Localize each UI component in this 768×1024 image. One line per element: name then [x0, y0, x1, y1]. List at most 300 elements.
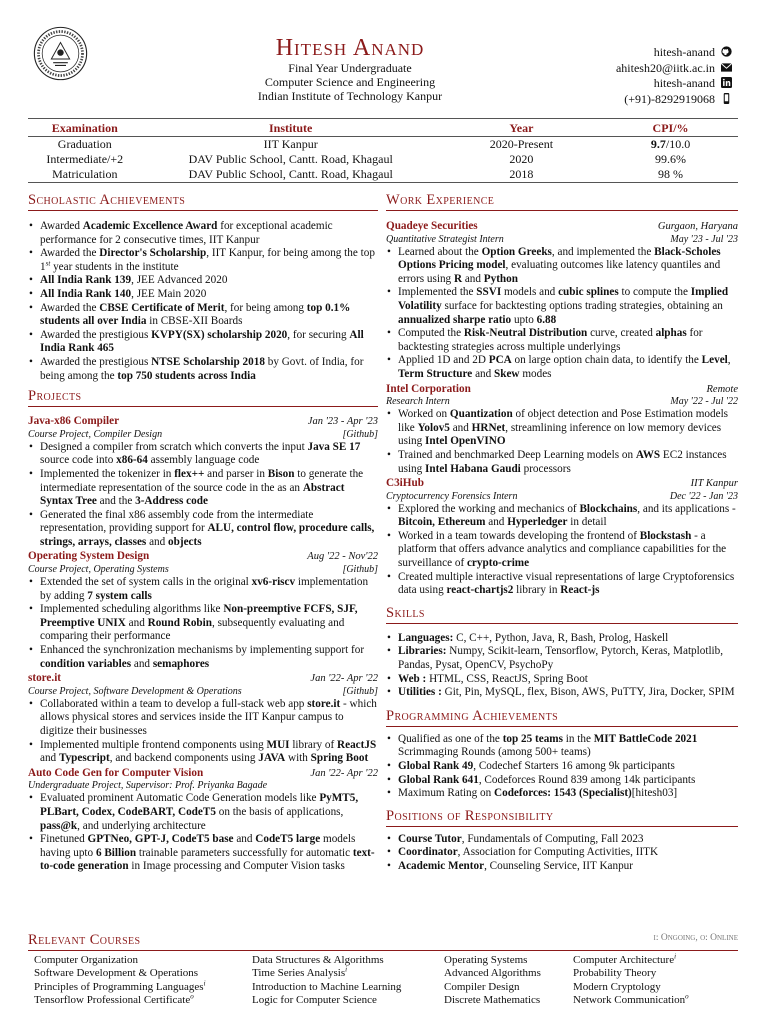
courses-section: [28, 932, 738, 1007]
text: Maximum Rating on: [398, 787, 495, 800]
project-context: Undergraduate Project, Supervisor: Prof. Priyanka Bagade: [28, 780, 268, 792]
emphasis: MUI: [266, 738, 290, 751]
emphasis: React-js: [560, 584, 600, 597]
text: Numpy, Scikit-learn, Tensorflow, Pytorch, Keras, Matplotlib, Pandas, Pysat, OpenCV, PsychoPy: [398, 645, 724, 672]
text: Awarded: [40, 220, 83, 232]
emphasis: Non-preemptive FCFS, SJF, Preemptive UNIX: [40, 603, 358, 629]
text: Evaluated prominent Automatic Code Generation models like: [40, 792, 320, 805]
emphasis: Blockstash: [639, 529, 692, 542]
work-header: [386, 220, 738, 234]
col-cpi: CPI/%: [603, 121, 738, 137]
text: Awarded the prestigious: [40, 355, 152, 368]
projects-list: [28, 415, 378, 874]
courses-legend: i: Ongoing, o: Online: [653, 933, 738, 943]
project-date: Jan '23 - Apr '23: [307, 416, 378, 428]
text: Collaborated within a team to develop a full-stack web app: [40, 697, 308, 710]
course-marker: i: [203, 979, 206, 988]
github-link[interactable]: hitesh-anand: [616, 45, 732, 61]
project-name[interactable]: Operating System Design: [28, 550, 150, 563]
project-bullet: [28, 739, 378, 766]
mobile-phone-icon: [721, 93, 732, 104]
emphasis: PCA: [488, 354, 512, 367]
course-item: [34, 954, 206, 967]
emphasis: Term Structure: [398, 367, 473, 380]
course-marker: o: [685, 992, 689, 1001]
text: Enhanced the synchronization mechanisms by implementing support for: [40, 644, 365, 657]
project-context: Course Project, Compiler Design: [28, 428, 163, 440]
work-bullet: [386, 571, 738, 598]
text: , and implemented the: [551, 245, 655, 258]
table-cell: IIT Kanpur: [263, 137, 318, 151]
emphasis: Libraries:: [398, 645, 447, 658]
course-name: Time Series Analysis: [252, 967, 346, 980]
course-marker: o: [190, 992, 194, 1001]
project-entry: [28, 415, 378, 549]
emphasis: Black-Scholes Options Pricing model: [398, 245, 721, 272]
emphasis: Academic Mentor: [398, 859, 485, 872]
emphasis: Java SE 17: [307, 440, 361, 453]
work-role: Quantitative Strategist Intern: [386, 233, 504, 245]
text: models and: [501, 286, 559, 299]
programming-list: [386, 733, 738, 801]
text: Worked in a team towards developing the frontend of: [398, 529, 640, 542]
project-bullet: [28, 576, 378, 603]
programming-item: [386, 733, 738, 760]
text: - which allows physical stores and services inside the IIT Kanpur campus to digitize their businesses: [40, 697, 377, 737]
work-list: [386, 220, 738, 598]
project-bullet: [28, 698, 378, 739]
table-cell: DAV Public School, Cantt. Road, Khagaul: [188, 152, 393, 166]
work-bullet: [386, 354, 738, 381]
work-role: Research Intern: [386, 396, 450, 408]
work-role: Cryptocurrency Forensics Intern: [386, 490, 518, 502]
text: Awarded the: [40, 301, 100, 314]
courses-col: [573, 954, 689, 1008]
emphasis: 7 system calls: [87, 589, 152, 602]
work-bullet: [386, 408, 738, 449]
skill-item: [386, 645, 738, 672]
courses-col: [444, 954, 541, 1008]
emphasis: store.it: [307, 697, 341, 710]
work-bullet: [386, 449, 738, 476]
text: , Codeforces Round 839 among 14k participants: [478, 773, 696, 786]
text: library in: [513, 584, 561, 597]
text: library of: [289, 738, 338, 751]
course-item: [252, 994, 401, 1007]
github-link[interactable]: [Github]: [342, 685, 378, 697]
emphasis: pass@k: [40, 819, 78, 832]
emphasis: Abstract Syntax Tree: [40, 481, 345, 508]
company-name: Intel Corporation: [386, 382, 471, 395]
work-subtitle: [386, 396, 738, 408]
text: and the: [96, 495, 136, 508]
text: 98 %: [658, 167, 684, 181]
github-link[interactable]: [Github]: [342, 428, 378, 440]
text: and: [449, 421, 472, 434]
text: and: [40, 752, 59, 765]
emphasis: Course Tutor: [398, 832, 462, 845]
course-name: Computer Organization: [34, 954, 138, 966]
emphasis: NTSE Scholarship 2018: [151, 355, 265, 368]
text: processors: [520, 462, 571, 475]
emphasis: Intel OpenVINO: [425, 435, 506, 448]
emphasis: alphas: [655, 327, 687, 340]
text: , streamlining inference on low memory devices using: [398, 421, 722, 448]
emphasis: Implied Volatility: [398, 286, 729, 312]
work-header: [386, 383, 738, 397]
work-entry: [386, 477, 738, 598]
work-bullet: [386, 327, 738, 354]
achievement-item: [28, 356, 378, 383]
project-date: Jan '22- Apr '22: [310, 767, 378, 779]
text: Trained and benchmarked Deep Learning models on: [398, 448, 636, 461]
work-subtitle: [386, 234, 738, 246]
section-title-courses: Relevant Courses: [28, 932, 738, 951]
emphasis: Bison: [267, 467, 295, 480]
table-row: [28, 167, 738, 182]
course-name: Probability Theory: [573, 967, 657, 980]
linkedin-link[interactable]: hitesh-anand: [616, 76, 732, 92]
text: , Fundamentals of Computing, Fall 2023: [461, 832, 644, 845]
emphasis: Global Rank 641: [398, 773, 479, 786]
emphasis: annualized sharpe ratio: [398, 313, 512, 326]
text: , JEE Advanced 2020: [131, 274, 228, 287]
emphasis: xv6-riscv: [251, 576, 296, 589]
text: and: [472, 367, 495, 380]
email-link[interactable]: ahitesh20@iitk.ac.in: [616, 61, 732, 77]
text: , for securing: [287, 328, 350, 341]
course-marker: i: [674, 952, 677, 961]
text: Designed a compiler from scratch which converts the input: [40, 440, 308, 453]
text: ,: [727, 354, 731, 367]
project-bullet: [28, 468, 378, 509]
emphasis: x86-64: [116, 454, 148, 467]
project-bullet: [28, 509, 378, 550]
text: Qualified as one of the: [398, 732, 503, 745]
table-cell: 2020-Present: [489, 137, 554, 151]
text: Created multiple interactive visual representations of large Cryptoforensics data using: [398, 570, 735, 597]
text: , JEE Main 2020: [131, 287, 207, 300]
emphasis: 6.88: [536, 313, 557, 326]
achievement-item: [28, 274, 378, 288]
text: for exceptional academic performance for 2 consecutive times, IIT Kanpur: [40, 220, 333, 246]
course-item: [573, 954, 689, 967]
work-bullet: [386, 503, 738, 530]
envelope-icon: [721, 62, 732, 73]
skill-item: [386, 632, 738, 646]
emphasis: Skew: [494, 367, 520, 380]
text: implementation by adding: [40, 576, 369, 602]
work-entry: [386, 220, 738, 382]
text: in CBSE-XII Boards: [146, 315, 243, 328]
text: by Govt. of India, for being among the: [40, 355, 364, 382]
text: to generate the intermediate representation of the source code in the as an: [40, 467, 364, 494]
text: modes: [519, 367, 552, 380]
section-title-projects: Projects: [28, 388, 378, 407]
text: surface for backtesting options trading strategies, obtaining an: [441, 299, 723, 312]
iitk-logo: [33, 26, 88, 81]
emphasis: 9.7: [650, 137, 666, 151]
emphasis: Academic Excellence Award: [82, 220, 218, 232]
emphasis: Hyperledger: [507, 516, 568, 529]
emphasis: Quantization: [449, 408, 513, 421]
courses-col: [34, 954, 206, 1008]
emphasis: top 25 teams: [502, 732, 563, 745]
table-rule-top: [28, 118, 738, 119]
text: , evaluating outcomes like latency quantiles and errors using: [398, 259, 721, 285]
text: Scrimmaging Rounds (among 500+ teams): [398, 746, 591, 759]
text: , for being among: [224, 301, 307, 314]
education-table: [28, 121, 738, 182]
work-entry: [386, 383, 738, 477]
text: in Image processing and Computer Vision tasks: [128, 860, 345, 873]
text: upto: [511, 313, 537, 326]
text: , and underlying architecture: [77, 819, 206, 832]
candidate-name: Hitesh Anand: [275, 35, 425, 61]
emphasis: Global Rank 49: [398, 760, 474, 772]
section-title-achievements: Scholastic Achievements: [28, 192, 378, 211]
work-bullet: [386, 530, 738, 571]
emphasis: JAVA: [258, 752, 286, 765]
project-header: [28, 550, 378, 564]
table-rule-bottom: [28, 182, 738, 183]
text: /10.0: [665, 137, 691, 151]
project-header: [28, 672, 378, 686]
project-bullet: [28, 441, 378, 468]
text: trainable parameters successfully for automatic: [136, 846, 353, 859]
course-item: [252, 967, 401, 980]
skills-list: [386, 632, 738, 700]
text: , subsequently evaluating and comparing their performance: [40, 616, 345, 643]
course-name: Introduction to Machine Learning: [252, 980, 402, 993]
text: [hitesh03]: [631, 787, 678, 800]
text: , IIT Kanpur, for being among the top 1: [40, 247, 375, 273]
course-item: [34, 994, 206, 1007]
work-bullets: [386, 503, 738, 598]
work-date: May '22 - Jul '22: [670, 396, 738, 408]
emphasis: Languages:: [398, 631, 454, 644]
phone-number: (+91)-8292919068: [616, 92, 732, 108]
text: Implemented scheduling algorithms like: [40, 603, 224, 616]
text: st: [45, 259, 51, 268]
text: Awarded the prestigious: [40, 328, 152, 341]
emphasis: All India Rank 139: [40, 274, 132, 287]
work-date: Dec '22 - Jan '23: [669, 490, 738, 502]
emphasis: Round Robin: [147, 616, 212, 629]
project-name[interactable]: Auto Code Gen for Computer Vision: [28, 766, 204, 779]
emphasis: Yolov5: [417, 421, 450, 434]
project-bullets: [28, 792, 378, 874]
text: year students in the institute: [50, 260, 179, 273]
project-context: Course Project, Operating Systems: [28, 564, 169, 576]
github-link[interactable]: [Github]: [342, 564, 378, 576]
text: Git, Pin, MySQL, flex, Bison, AWS, PuTTY, Jira, Docker, SPIM: [441, 686, 735, 699]
project-bullet: [28, 644, 378, 671]
text: Generated the final x86 assembly code from the intermediate representation, providing support for: [40, 508, 314, 535]
programming-item: [386, 760, 738, 774]
course-item: [444, 967, 541, 980]
text: Finetuned: [40, 833, 88, 846]
project-subtitle: [28, 429, 378, 441]
text: Extended the set of system calls in the original: [40, 576, 252, 589]
emphasis: Level: [701, 354, 728, 367]
contact-block: [616, 45, 732, 107]
course-item: [573, 967, 689, 980]
work-location: IIT Kanpur: [690, 478, 738, 490]
work-location: Remote: [706, 383, 738, 395]
project-name[interactable]: store.it: [28, 672, 62, 685]
section-title-skills: Skills: [386, 605, 738, 624]
course-item: [573, 994, 689, 1007]
subtitle-line: Indian Institute of Technology Kanpur: [257, 89, 443, 103]
col-examination: Examination: [28, 121, 142, 137]
project-entry: [28, 672, 378, 766]
course-item: [444, 954, 541, 967]
linkedin-icon: [721, 77, 732, 88]
course-name: Advanced Algorithms: [444, 967, 541, 980]
section-title-programming: Programming Achievements: [386, 708, 738, 727]
text: Implemented the: [398, 286, 477, 299]
achievements-list: [28, 220, 378, 383]
project-name[interactable]: Java-x86 Compiler: [28, 415, 120, 428]
table-row: [28, 137, 738, 153]
emphasis: Risk-Neutral Distribution: [463, 327, 588, 340]
emphasis: Bitcoin, Ethereum: [398, 516, 486, 529]
table-row: [28, 152, 738, 167]
section-title-positions: Positions of Responsibility: [386, 808, 738, 827]
skill-item: [386, 686, 738, 700]
text: and: [146, 535, 169, 548]
course-item: [444, 994, 541, 1007]
project-bullet: [28, 792, 378, 833]
position-item: [386, 860, 738, 874]
text: in the: [562, 732, 594, 745]
emphasis: objects: [168, 535, 202, 548]
course-item: [34, 967, 206, 980]
text: Explored the working and mechanics of: [398, 502, 580, 515]
text: Implemented the tokenizer in: [40, 467, 175, 480]
emphasis: SSVI: [476, 286, 502, 299]
emphasis: CBSE Certificate of Merit: [99, 301, 225, 314]
achievement-item: [28, 288, 378, 302]
course-name: Network Communication: [573, 994, 686, 1007]
table-cell: 2020: [509, 152, 534, 166]
section-title-work: Work Experience: [386, 192, 738, 211]
project-subtitle: [28, 686, 378, 698]
left-column: [28, 192, 378, 875]
emphasis: Coordinator: [398, 846, 458, 859]
text: on large option chain data, to identify the: [511, 354, 702, 367]
project-subtitle: [28, 780, 378, 792]
emphasis: Web :: [398, 672, 427, 685]
text: , Association for Computing Activities, IITK: [457, 846, 659, 859]
emphasis: CodeT5 large: [255, 833, 321, 846]
project-bullets: [28, 441, 378, 550]
course-name: Software Development & Operations: [34, 967, 199, 980]
emphasis: 6 Billion: [95, 846, 137, 859]
table-cell: [603, 167, 738, 182]
achievement-item: [28, 247, 378, 274]
emphasis: react-chartjs2: [446, 584, 514, 597]
work-bullet: [386, 286, 738, 327]
company-name: C3iHub: [386, 477, 424, 490]
emphasis: Intel Habana Gaudi: [425, 462, 521, 475]
table-cell: DAV Public School, Cantt. Road, Khagaul: [188, 167, 393, 181]
work-header: [386, 477, 738, 491]
project-header: [28, 415, 378, 429]
programming-item: [386, 774, 738, 788]
text: , Counseling Service, IIT Kanpur: [484, 859, 633, 872]
emphasis: cubic splines: [558, 286, 619, 299]
emphasis: AWS: [635, 448, 661, 461]
text: and parser in: [204, 467, 268, 480]
emphasis: crypto-crime: [466, 557, 530, 570]
text: Worked on: [398, 408, 450, 421]
table-cell: Graduation: [57, 137, 112, 151]
text: Awarded the: [40, 247, 100, 260]
text: , Codechef Starters 16 among 9k participants: [473, 760, 675, 772]
project-subtitle: [28, 564, 378, 576]
achievement-item: [28, 329, 378, 356]
subtitle-line: Computer Science and Engineering: [264, 75, 436, 89]
text: Applied 1D and 2D: [398, 354, 489, 367]
emphasis: ALU, control flow, procedure calls, strings, arrays, classes: [40, 522, 375, 548]
emphasis: Codeforces: 1543 (Specialist): [494, 787, 632, 800]
project-context: Course Project, Software Development & Operations: [28, 685, 242, 697]
text: with: [285, 752, 311, 765]
table-cell: Intermediate/+2: [46, 152, 124, 166]
course-name: Compiler Design: [444, 980, 520, 993]
text: and: [233, 833, 256, 846]
course-item: [252, 954, 401, 967]
emphasis: text-to-code generation: [40, 846, 375, 873]
emphasis: Utilities :: [398, 686, 442, 699]
emphasis: PyMT5, PLBart, Codex, CodeBART, CodeT5: [40, 792, 359, 818]
work-bullet: [386, 246, 738, 287]
company-name: Quadeye Securities: [386, 220, 478, 232]
table-header-row: [28, 121, 738, 137]
emphasis: Python: [483, 272, 518, 285]
emphasis: ReactJS: [337, 738, 377, 751]
project-bullet: [28, 603, 378, 644]
emphasis: condition variables: [40, 657, 132, 670]
course-name: Modern Cryptology: [573, 980, 661, 993]
course-name: Tensorflow Professional Certificate: [34, 994, 191, 1007]
emphasis: R: [453, 272, 463, 285]
text: of object detection and Pose Estimation models like: [398, 408, 729, 434]
course-name: Logic for Computer Science: [252, 994, 377, 1007]
col-institute: Institute: [142, 121, 440, 137]
text: for backtesting strategies across multiple underlyings: [398, 327, 703, 353]
course-name: Computer Architecture: [573, 954, 675, 966]
text: source code into: [40, 454, 117, 467]
courses-col: [252, 954, 401, 1008]
course-item: [573, 981, 689, 994]
course-item: [444, 981, 541, 994]
text: - a platform that offers advance analytics and compliance capabilities for the surveillance of: [398, 529, 727, 570]
text: curve, created: [587, 327, 656, 340]
text: models having upto: [40, 833, 356, 859]
text: and: [131, 657, 153, 670]
table-cell: 2018: [509, 167, 534, 181]
text: Implemented multiple frontend components using: [40, 738, 267, 751]
project-bullet: [28, 833, 378, 874]
emphasis: flex++: [174, 467, 205, 480]
course-name: Discrete Mathematics: [444, 994, 541, 1007]
text: and: [125, 616, 148, 629]
project-entry: [28, 550, 378, 671]
emphasis: All India Rank 465: [40, 328, 364, 355]
